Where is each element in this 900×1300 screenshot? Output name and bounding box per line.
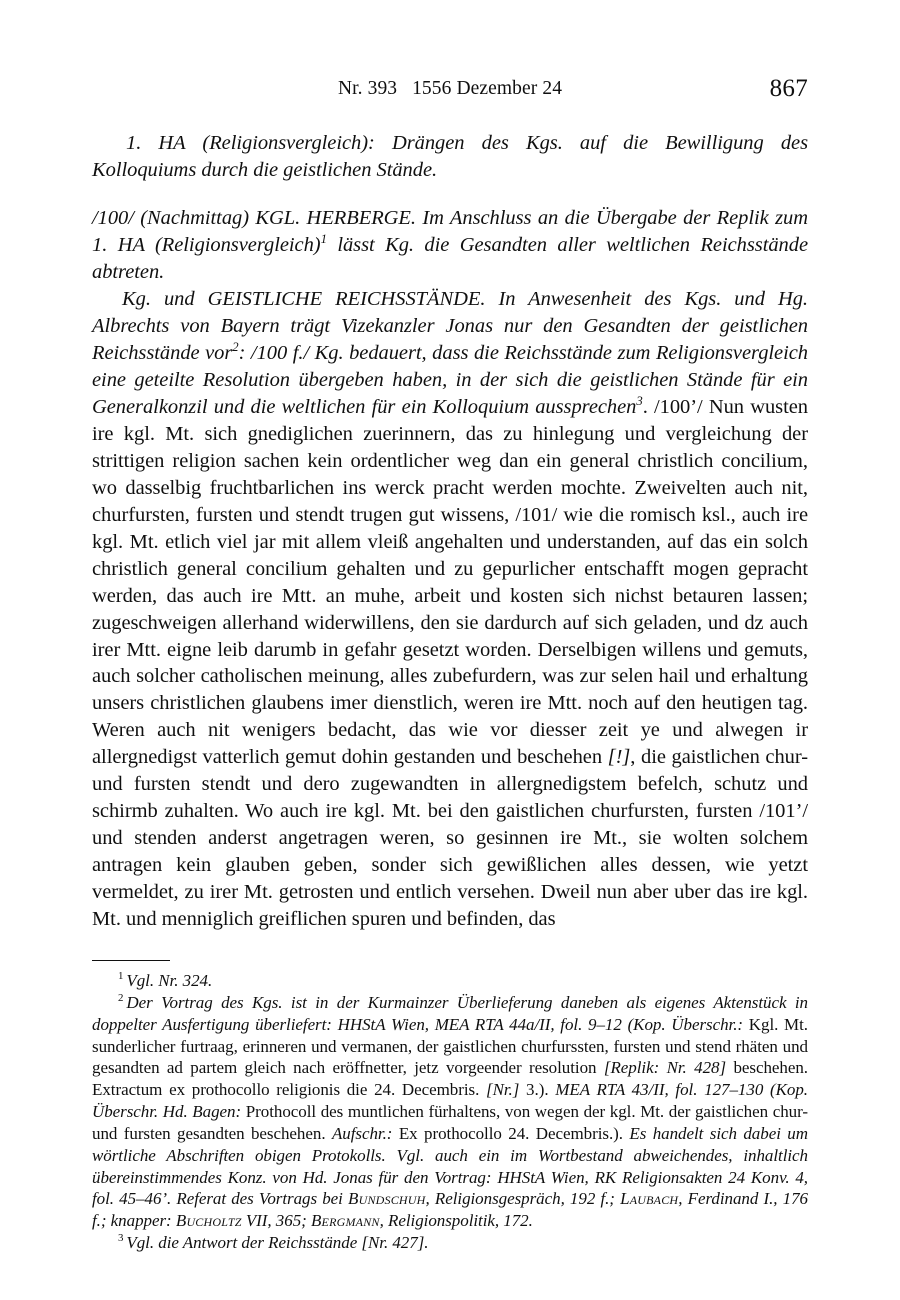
footnote-separator-rule — [92, 960, 170, 961]
page-number: 867 — [769, 75, 808, 102]
paragraph-1-text-b: lässt Kg. die Gesandten aller weltlichen Reichsstände abtreten. — [92, 234, 808, 284]
paragraph-2-text-b: : /100 f./ Kg. bedauert, dass die Reichsstände zum Religionsvergleich eine geteilte Resolution übergeben haben, in der sich die geistlichen Stände für ein Generalkonzil und die weltlichen für ein Kolloquium aussprechen — [92, 342, 808, 418]
page-content — [92, 75, 809, 1254]
paragraph-2-text-c: . /100’/ Nun wusten ire kgl. Mt. sich gnediglichen zuerinnern, das zu hinlegung und vergleichung der strittigen religion sachen kein ordentlicher weg dan ein general christlich concilium, wo dasselbig fruchtbarlichen ins werck pracht werden mochte. Zweivelten auch nit, churfursten, fursten und stendt trugen gut wissens, /101/ wie die romisch ksl., auch ire kgl. Mt. etlich viel jar mit allem vleiß angehalten und understanden, auf das ein solch christlich general concilium gehalten und zu gepurlicher entschafft mogen gepracht werden, das auch ire Mtt. an muhe, arbeit und kosten sich nichst betauren lassen; zugeschweigen allerhand widerwillens, den sie dardurch auf sich geladen, und dz auch irer Mtt. eigne leib darumb in gefahr gesetzt worden. Derselbigen willens und gemuts, auch solcher catholischen meinung, alles zubefurdern, was zur selen hail und erhaltung unsers christlichen glaubens imer dienstlich, weren ire Mtt. noch auf den heutigen tag. Weren auch nit wenigers bedacht, das wie vor diesser zeit ye und alwegen ir allergnedigst vatterlich gemut dohin gestanden und beschehen — [92, 395, 808, 769]
sic-marker: [!] — [607, 746, 631, 769]
footnote-2-seg-2: Kgl. Mt. sunderlicher furtraag, erinneren und vermanen, der gaistlichen churfurssten, fursten und stend rhäten und gesandten ad partem gleich nach eröffnetter, jetz vorgeender resolution — [92, 1014, 808, 1078]
regest-summary: 1. HA (Religionsvergleich): Drängen des Kgs. auf die Bewilligung des Kolloquiums durch die geistlichen Stände. — [92, 132, 808, 181]
footnote-2-seg-15: , Religionspolitik, 172. — [379, 1211, 533, 1231]
footnote-2-seg-3: [Replik: Nr. 428] — [603, 1058, 727, 1078]
footnote-2-seg-6: 3.). — [519, 1080, 556, 1100]
paragraph-2-text-d: , die gaistlichen chur- und fursten stendt und dero zugewandten in allergnedigstem befelch, schutz und schirmb zuhalten. Wo auch ire kgl. Mt. bei den gaistlichen churfursten, fursten /101’/ und stenden anderst angetragen weren, so gesinnen ire Mt., sie wolten solchem antragen kein glauben geben, sonder sich gewißlichen alles dessen, wie yetzt vermeldet, zu irer Mt. getrosten und entlich versehen. Dweil nun aber uber das ire kgl. Mt. und menniglich greiflichen spuren und befinden, das — [92, 746, 808, 931]
citation-author-bergmann: Bergmann — [310, 1211, 380, 1231]
running-head — [92, 75, 808, 108]
footnote-2-seg-11: Es handelt sich dabei um wörtliche Abschriften obigen Protokolls. Vgl. auch ein im Wortbestand abweichendes, inhaltlich übereinstimmendes Konz. von Hd. Jonas für den Vortrag: HHStA Wien, RK Religionsakten 24 Konv. 4, fol. 45–46’. Referat des Vortrags bei — [92, 1123, 808, 1209]
footnote-ref-1[interactable]: 1 — [320, 232, 327, 247]
protocol-paragraph-1 — [92, 205, 808, 286]
footnote-2-mark: 2 — [118, 992, 124, 1005]
footnote-2-seg-10: Ex prothocollo 24. Decembris.). — [392, 1123, 630, 1143]
protocol-paragraph-2 — [92, 286, 808, 933]
footnote-2-seg-14: VII, 365; — [241, 1211, 311, 1231]
footnote-2-seg-4: beschehen. Extractum ex prothocollo religionis die 24. Decembris. — [92, 1058, 809, 1100]
citation-author-bundschuh: Bundschuh — [348, 1189, 426, 1209]
footnote-2-seg-9: Aufschr.: — [331, 1123, 393, 1143]
footnote-3-mark: 3 — [118, 1232, 124, 1245]
footnote-ref-2[interactable]: 2 — [232, 340, 239, 355]
footnote-3-text: Vgl. die Antwort der Reichsstände [Nr. 427]. — [126, 1233, 429, 1253]
footnote-2 — [92, 992, 808, 1232]
footnote-2-seg-12: , Religionsgespräch, 192 f.; — [425, 1189, 621, 1209]
footnote-3 — [92, 1232, 808, 1254]
footnote-2-seg-7: MEA RTA 43/II, fol. 127–130 (Kop. Überschr. Hd. Bagen: — [92, 1080, 808, 1122]
footnote-2-seg-5: [Nr.] — [486, 1080, 520, 1100]
footnote-1-mark: 1 — [118, 970, 124, 983]
footnote-1-text: Vgl. Nr. 324. — [126, 971, 213, 991]
footnote-2-seg-8: Prothocoll des muntlichen fürhaltens, von wegen der kgl. Mt. der gaistlichen chur- und fursten gesandten beschehen. — [92, 1102, 808, 1143]
footnote-ref-3[interactable]: 3 — [636, 394, 643, 409]
footnote-2-seg-1: Der Vortrag des Kgs. ist in der Kurmainzer Überlieferung daneben als eigenes Aktenstück in doppelter Ausfertigung überliefert: HHStA Wien, MEA RTA 44a/II, fol. 9–12 (Kop. Überschr.: — [92, 992, 808, 1034]
paragraph-1-text-a: /100/ (Nachmittag) KGL. HERBERGE. Im Anschluss an die Übergabe der Replik zum 1. HA (Religionsvergleich) — [92, 207, 808, 257]
paragraph-2-text-a: Kg. und GEISTLICHE REICHSSTÄNDE. In Anwesenheit des Kgs. und Hg. Albrechts von Bayern trägt Vizekanzler Jonas nur den Gesandten der geistlichen Reichsstände vor — [92, 288, 808, 365]
footnote-2-seg-13: , Ferdinand I., 176 f.; knapper: — [92, 1189, 809, 1231]
citation-author-bucholtz: Bucholtz — [175, 1211, 242, 1231]
citation-author-laubach: Laubach — [620, 1189, 679, 1209]
footnote-block — [92, 970, 808, 1254]
running-head-title: Nr. 393 1556 Dezember 24 — [337, 78, 563, 99]
footnote-1 — [92, 970, 808, 992]
